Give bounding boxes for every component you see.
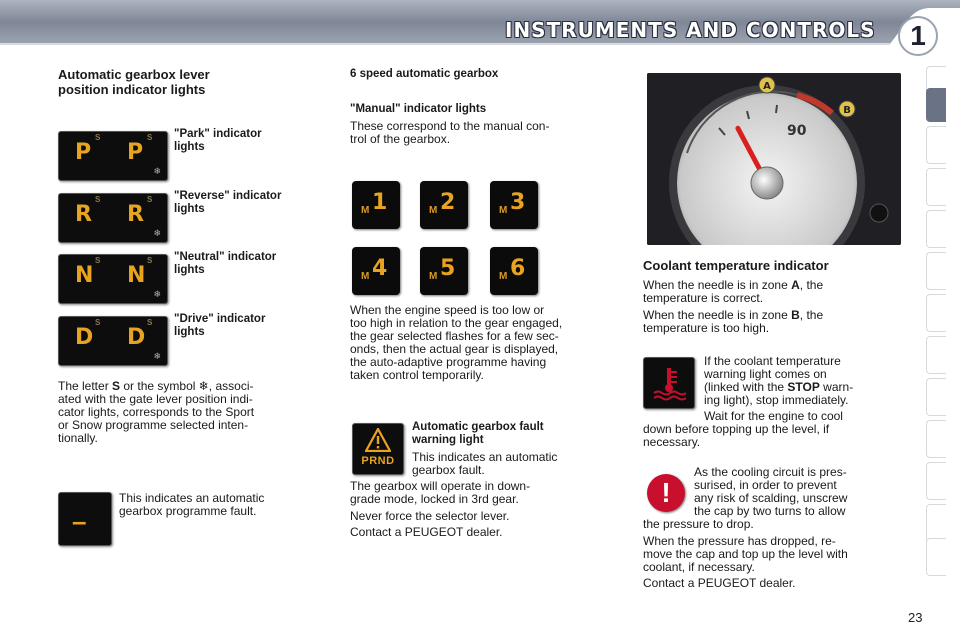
gear-number: 5 — [440, 256, 456, 281]
sport-letter-mark: S — [95, 133, 101, 142]
chapter-tab-active[interactable] — [926, 88, 946, 122]
indicator-label-line1: "Neutral" indicator — [174, 251, 277, 263]
chapter-tab[interactable] — [926, 538, 946, 576]
zone-b-text-line1: When the needle is in zone B, the — [643, 308, 824, 322]
middle-contact-text: Contact a PEUGEOT dealer. — [350, 525, 503, 539]
sport-letter-mark: S — [95, 256, 101, 265]
warning-triangle-icon — [365, 428, 391, 452]
engine-speed-text-line1: When the engine speed is too low or — [350, 303, 545, 317]
sport-text-line3: cator lights, corresponds to the Sport — [58, 405, 255, 419]
gear-position-letter: P — [127, 140, 144, 165]
chapter-tab[interactable] — [926, 336, 946, 374]
gear-position-letter: D — [75, 325, 94, 350]
chapter-tab[interactable] — [926, 504, 946, 542]
chapter-tab[interactable] — [926, 420, 946, 458]
manual-gear-indicator — [352, 181, 400, 229]
manual-gear-indicator — [490, 247, 538, 295]
wait-text-line1: Wait for the engine to cool — [704, 409, 843, 423]
coolant-gauge-drawing — [647, 73, 901, 245]
manual-gear-indicator — [352, 247, 400, 295]
indicator-label-line2: lights — [174, 326, 205, 338]
caution-text-line4: the cap by two turns to allow — [694, 504, 846, 518]
sport-letter-mark: S — [147, 195, 153, 204]
fault-dash-symbol: – — [72, 506, 87, 536]
programme-fault-text-line2: gearbox programme fault. — [119, 504, 257, 518]
gearbox-programme-fault-icon — [58, 492, 112, 546]
thermometer-icon — [651, 365, 687, 401]
manual-text-line2: trol of the gearbox. — [350, 132, 451, 146]
chapter-tab[interactable] — [926, 462, 946, 500]
left-section-title-line1: Automatic gearbox lever — [58, 67, 210, 82]
chapter-tab[interactable] — [926, 168, 946, 206]
dropped-text-line1: When the pressure has dropped, re- — [643, 534, 836, 548]
engine-speed-text-line4: onds, then the actual gear is displayed, — [350, 342, 559, 356]
zone-a-label: A — [763, 81, 771, 92]
right-contact-text: Contact a PEUGEOT dealer. — [643, 576, 796, 590]
snow-icon: ❄ — [153, 228, 161, 238]
gear-number: 6 — [510, 256, 526, 281]
coolant-gauge-photo — [647, 73, 901, 245]
engine-speed-text-line6: taken control temporarily. — [350, 368, 484, 382]
manual-prefix: M — [429, 205, 438, 216]
page-title: INSTRUMENTS AND CONTROLS — [505, 18, 876, 42]
warning-text-line1: If the coolant temperature — [704, 354, 841, 368]
sport-letter-mark: S — [147, 133, 153, 142]
gearbox-fault-text-line2: gearbox fault. — [412, 463, 485, 477]
manual-gear-indicator — [420, 181, 468, 229]
gearbox-fault-title-line2: warning light — [412, 434, 484, 446]
sport-text-line5: tionally. — [58, 431, 98, 445]
gearbox-fault-warning-icon — [352, 423, 404, 475]
caution-text-line1: As the cooling circuit is pres- — [694, 465, 847, 479]
engine-speed-text-line5: the auto-adaptive programme having — [350, 355, 547, 369]
manual-prefix: M — [429, 271, 438, 282]
gearbox-fault-title-line1: Automatic gearbox fault — [412, 421, 544, 433]
gear-position-letter: P — [75, 140, 92, 165]
sport-letter-mark: S — [147, 256, 153, 265]
coolant-temperature-warning-icon — [643, 357, 695, 409]
gauge-scale-label: 90 — [787, 123, 807, 139]
manual-prefix: M — [361, 271, 370, 282]
indicator-panel — [58, 131, 168, 181]
chapter-tab[interactable] — [926, 210, 946, 248]
caution-exclamation-icon: ! — [647, 474, 685, 512]
prnd-label: PRND — [361, 455, 395, 467]
snow-icon: ❄ — [153, 166, 161, 176]
coolant-section-title: Coolant temperature indicator — [643, 258, 829, 273]
sport-letter-mark: S — [95, 195, 101, 204]
never-force-text: Never force the selector lever. — [350, 509, 510, 523]
manual-text-line1: These correspond to the manual con- — [350, 119, 550, 133]
indicator-label-line2: lights — [174, 264, 205, 276]
indicator-label-line2: lights — [174, 203, 205, 215]
gearbox-fault-text-line1: This indicates an automatic — [412, 450, 558, 464]
zone-a-text-line1: When the needle is in zone A, the — [643, 278, 824, 292]
sport-letter-mark: S — [95, 318, 101, 327]
manual-gear-indicator — [420, 247, 468, 295]
gear-number: 4 — [372, 256, 388, 281]
degrade-mode-text-line2: grade mode, locked in 3rd gear. — [350, 492, 519, 506]
snow-icon: ❄ — [153, 351, 161, 361]
manual-gear-indicator — [490, 181, 538, 229]
sport-letter-mark: S — [147, 318, 153, 327]
gear-number: 2 — [440, 190, 456, 215]
manual-prefix: M — [499, 271, 508, 282]
indicator-panel — [58, 254, 168, 304]
warning-text-line2: warning light comes on — [704, 367, 827, 381]
gear-position-letter: N — [75, 263, 94, 288]
chapter-tab[interactable] — [926, 294, 946, 332]
dropped-text-line3: coolant, if necessary. — [643, 560, 755, 574]
warning-text-line3: (linked with the STOP warn- — [704, 380, 854, 394]
chapter-number-badge: 1 — [898, 16, 938, 56]
indicator-label-line1: "Drive" indicator — [174, 313, 266, 325]
degrade-mode-text-line1: The gearbox will operate in down- — [350, 479, 531, 493]
caution-text-line2: surised, in order to prevent — [694, 478, 837, 492]
wait-text-line3: necessary. — [643, 435, 701, 449]
manual-prefix: M — [499, 205, 508, 216]
wait-text-line2: down before topping up the level, if — [643, 422, 830, 436]
gear-position-letter: N — [127, 263, 146, 288]
gear-position-letter: R — [127, 202, 144, 227]
chapter-tab[interactable] — [926, 126, 946, 164]
gear-position-letter: D — [127, 325, 146, 350]
gauge-hub — [751, 167, 783, 199]
manual-lights-title: "Manual" indicator lights — [350, 103, 487, 115]
engine-speed-text-line2: too high in relation to the gear engaged, — [350, 316, 563, 330]
indicator-label-line1: "Park" indicator — [174, 128, 262, 140]
gear-position-letter: R — [75, 202, 92, 227]
snow-icon: ❄ — [153, 289, 161, 299]
left-section-title-line2: position indicator lights — [58, 82, 206, 97]
warning-text-line4: ing light), stop immediately. — [704, 393, 849, 407]
manual-prefix: M — [361, 205, 370, 216]
caution-text-line5: the pressure to drop. — [643, 517, 754, 531]
zone-b-label: B — [843, 105, 851, 116]
caution-text-line3: any risk of scalding, unscrew — [694, 491, 848, 505]
page-number: 23 — [908, 610, 923, 625]
zone-a-text-line2: temperature is correct. — [643, 291, 764, 305]
gear-number: 1 — [372, 190, 388, 215]
programme-fault-text-line1: This indicates an automatic — [119, 491, 265, 505]
gauge-reset-knob — [870, 204, 888, 222]
chapter-tabs — [926, 66, 946, 576]
zone-b-text-line2: temperature is too high. — [643, 321, 770, 335]
middle-section-title: 6 speed automatic gearbox — [350, 68, 499, 80]
dropped-text-line2: move the cap and top up the level with — [643, 547, 848, 561]
engine-speed-text-line3: the gear selected flashes for a few sec- — [350, 329, 559, 343]
chapter-tab[interactable] — [926, 252, 946, 290]
sport-text-line4: or Snow programme selected inten- — [58, 418, 249, 432]
sport-text-line1: The letter S or the symbol ❄, associ- — [58, 379, 254, 393]
indicator-panel — [58, 316, 168, 366]
indicator-label-line1: "Reverse" indicator — [174, 190, 282, 202]
gear-number: 3 — [510, 190, 526, 215]
indicator-panel — [58, 193, 168, 243]
chapter-tab[interactable] — [926, 378, 946, 416]
indicator-label-line2: lights — [174, 141, 205, 153]
sport-text-line2: ated with the gate lever position indi- — [58, 392, 253, 406]
